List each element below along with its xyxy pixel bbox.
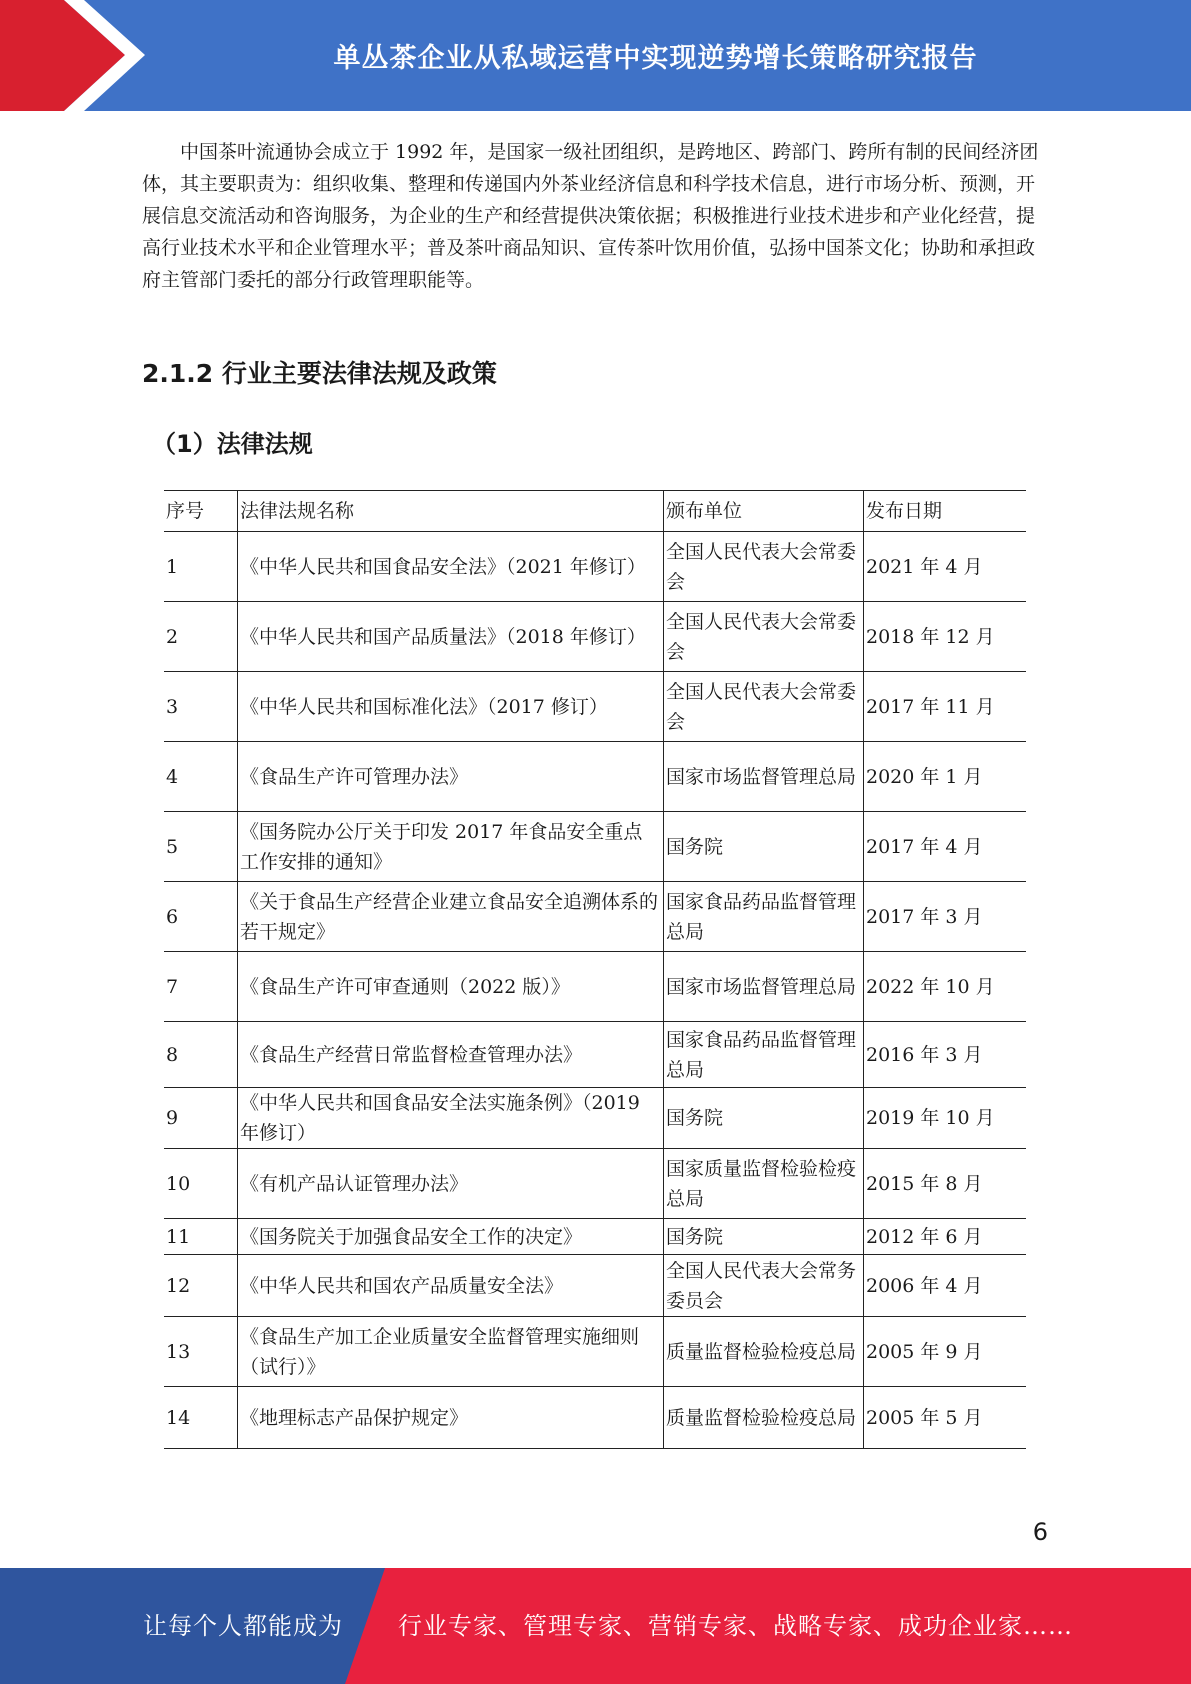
cell-law-name: 《中华人民共和国食品安全法》（2021 年修订） — [238, 532, 664, 602]
cell-index: 4 — [164, 742, 238, 812]
header-cell-name: 法律法规名称 — [238, 491, 664, 532]
cell-issuer: 质量监督检验检疫总局 — [664, 1317, 864, 1387]
header-banner — [0, 0, 1191, 111]
cell-law-name: 《中华人民共和国产品质量法》（2018 年修订） — [238, 602, 664, 672]
cell-issuer: 全国人民代表大会常委会 — [664, 672, 864, 742]
cell-issuer: 全国人民代表大会常委会 — [664, 532, 864, 602]
cell-date: 2017 年 3 月 — [864, 882, 1027, 952]
laws-table — [164, 490, 1026, 1449]
table-row — [164, 1255, 1026, 1317]
cell-date: 2019 年 10 月 — [864, 1088, 1027, 1149]
table-row — [164, 1387, 1026, 1449]
table-row — [164, 1317, 1026, 1387]
cell-law-name: 《中华人民共和国标准化法》（2017 修订） — [238, 672, 664, 742]
cell-law-name: 《食品生产许可审查通则（2022 版）》 — [238, 952, 664, 1022]
cell-date: 2016 年 3 月 — [864, 1022, 1027, 1088]
table-row — [164, 812, 1026, 882]
cell-index: 1 — [164, 532, 238, 602]
header-cell-index: 序号 — [164, 491, 238, 532]
table-row — [164, 602, 1026, 672]
cell-issuer: 国家质量监督检验检疫总局 — [664, 1149, 864, 1219]
cell-date: 2015 年 8 月 — [864, 1149, 1027, 1219]
cell-issuer: 国家市场监督管理总局 — [664, 742, 864, 812]
cell-issuer: 国务院 — [664, 1088, 864, 1149]
table-row — [164, 532, 1026, 602]
cell-law-name: 《国务院办公厅关于印发 2017 年食品安全重点工作安排的通知》 — [238, 812, 664, 882]
table-row — [164, 1022, 1026, 1088]
table-body — [164, 532, 1026, 1449]
cell-issuer: 国家食品药品监督管理总局 — [664, 882, 864, 952]
section-heading: 2.1.2 行业主要法律法规及政策 — [142, 359, 497, 388]
cell-date: 2017 年 11 月 — [864, 672, 1027, 742]
header-cell-date: 发布日期 — [864, 491, 1027, 532]
cell-issuer: 质量监督检验检疫总局 — [664, 1387, 864, 1449]
cell-law-name: 《食品生产经营日常监督检查管理办法》 — [238, 1022, 664, 1088]
table-row — [164, 742, 1026, 812]
cell-date: 2020 年 1 月 — [864, 742, 1027, 812]
cell-index: 2 — [164, 602, 238, 672]
table-header-row — [164, 491, 1026, 532]
cell-law-name: 《有机产品认证管理办法》 — [238, 1149, 664, 1219]
cell-date: 2018 年 12 月 — [864, 602, 1027, 672]
cell-index: 7 — [164, 952, 238, 1022]
cell-date: 2021 年 4 月 — [864, 532, 1027, 602]
header-cell-issuer: 颁布单位 — [664, 491, 864, 532]
table-row — [164, 882, 1026, 952]
intro-paragraph: 中国茶叶流通协会成立于 1992 年，是国家一级社团组织，是跨地区、跨部门、跨所有制的民间经济团体，其主要职责为：组织收集、整理和传递国内外茶业经济信息和科学技术信息，进行市场分析、预测，开展信息交流活动和咨询服务，为企业的生产和经营提供决策依据；积极推进行业技术进步和产业化经营，提高行业技术水平和企业管理水平；普及茶叶商品知识、宣传茶叶饮用价值，弘扬中国茶文化；协助和承担政府主管部门委托的部分行政管理职能等。 — [142, 141, 1039, 291]
cell-date: 2012 年 6 月 — [864, 1219, 1027, 1255]
cell-law-name: 《中华人民共和国农产品质量安全法》 — [238, 1255, 664, 1317]
cell-date: 2022 年 10 月 — [864, 952, 1027, 1022]
cell-law-name: 《中华人民共和国食品安全法实施条例》（2019 年修订） — [238, 1088, 664, 1149]
cell-issuer: 全国人民代表大会常务委员会 — [664, 1255, 864, 1317]
cell-index: 13 — [164, 1317, 238, 1387]
page-number: 6 — [1032, 1518, 1048, 1546]
table-row — [164, 952, 1026, 1022]
cell-law-name: 《国务院关于加强食品安全工作的决定》 — [238, 1219, 664, 1255]
footer-banner — [0, 1568, 1191, 1684]
cell-law-name: 《食品生产许可管理办法》 — [238, 742, 664, 812]
cell-date: 2006 年 4 月 — [864, 1255, 1027, 1317]
report-title: 单丛茶企业从私域运营中实现逆势增长策略研究报告 — [333, 43, 978, 74]
cell-law-name: 《食品生产加工企业质量安全监督管理实施细则（试行）》 — [238, 1317, 664, 1387]
cell-law-name: 《关于食品生产经营企业建立食品安全追溯体系的若干规定》 — [238, 882, 664, 952]
cell-index: 8 — [164, 1022, 238, 1088]
table-row — [164, 1149, 1026, 1219]
cell-date: 2005 年 9 月 — [864, 1317, 1027, 1387]
cell-index: 10 — [164, 1149, 238, 1219]
cell-date: 2005 年 5 月 — [864, 1387, 1027, 1449]
cell-index: 6 — [164, 882, 238, 952]
cell-index: 9 — [164, 1088, 238, 1149]
arrow-logo-icon — [0, 0, 160, 111]
cell-issuer: 国务院 — [664, 1219, 864, 1255]
cell-index: 11 — [164, 1219, 238, 1255]
cell-index: 12 — [164, 1255, 238, 1317]
footer-slogan-left: 让每个人都能成为 — [143, 1612, 343, 1640]
cell-index: 3 — [164, 672, 238, 742]
cell-issuer: 国家市场监督管理总局 — [664, 952, 864, 1022]
table-row — [164, 1219, 1026, 1255]
table-row — [164, 1088, 1026, 1149]
cell-issuer: 全国人民代表大会常委会 — [664, 602, 864, 672]
cell-index: 5 — [164, 812, 238, 882]
cell-date: 2017 年 4 月 — [864, 812, 1027, 882]
footer-slogan-right: 行业专家、管理专家、营销专家、战略专家、成功企业家…… — [398, 1612, 1073, 1640]
cell-issuer: 国家食品药品监督管理总局 — [664, 1022, 864, 1088]
subsection-heading: （1）法律法规 — [152, 430, 313, 458]
table-row — [164, 672, 1026, 742]
cell-issuer: 国务院 — [664, 812, 864, 882]
cell-law-name: 《地理标志产品保护规定》 — [238, 1387, 664, 1449]
cell-index: 14 — [164, 1387, 238, 1449]
